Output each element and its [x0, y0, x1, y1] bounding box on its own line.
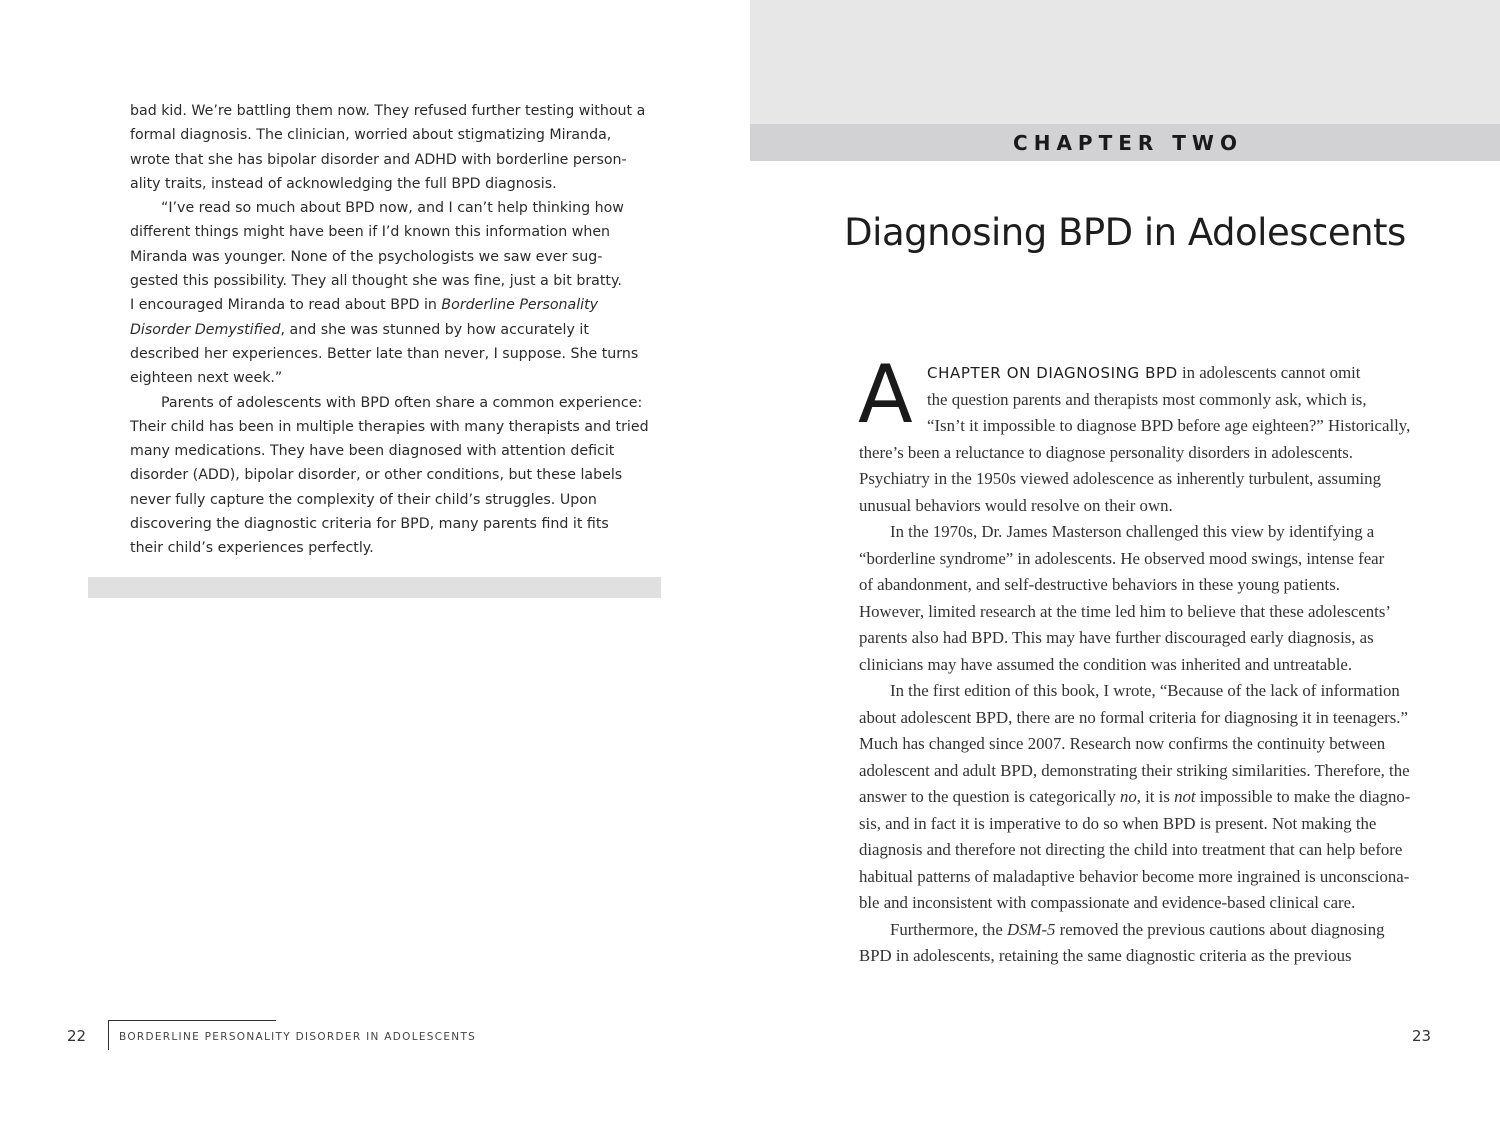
page-number-right: 23	[1412, 1027, 1432, 1045]
text-line: wrote that she has bipolar disorder and ADHD with borderline person-	[130, 151, 627, 168]
text-line: BPD in adolescents, retaining the same diagnostic criteria as the previous	[859, 946, 1352, 965]
drop-cap: A	[858, 348, 913, 441]
text-line: Their child has been in multiple therapies with many therapists and tried	[130, 418, 649, 435]
text-line: their child’s experiences perfectly.	[130, 540, 374, 557]
section-end-bar	[88, 577, 661, 598]
text-line: formal diagnosis. The clinician, worried about stigmatizing Miranda,	[130, 127, 612, 144]
running-head: BORDERLINE PERSONALITY DISORDER IN ADOLESCENTS	[119, 1031, 477, 1043]
italic-text: DSM-5	[1006, 919, 1056, 939]
text-line: “borderline syndrome” in adolescents. He observed mood swings, intense fear	[859, 548, 1385, 568]
text-line: there’s been a reluctance to diagnose personality disorders in adolescents.	[859, 442, 1353, 462]
chapter-title: Diagnosing BPD in Adolescents	[844, 211, 1406, 254]
text-line: habitual patterns of maladaptive behavior become more ingrained is unconsciona-	[859, 866, 1410, 886]
text-line: “I’ve read so much about BPD now, and I can’t help thinking how	[161, 200, 624, 217]
text-line: Psychiatry in the 1950s viewed adolescence as inherently turbulent, assuming	[859, 469, 1381, 488]
text-line: gested this possibility. They all thought she was fine, just a bit bratty.	[130, 273, 622, 290]
chapter-label: CHAPTER TWO	[1013, 130, 1243, 155]
text-line: Parents of adolescents with BPD often share a common experience:	[161, 394, 643, 411]
first-line-rest: in adolescents cannot omit	[1177, 363, 1361, 382]
text-line: diagnosis and therefore not directing the child into treatment that can help before	[859, 840, 1403, 859]
text-line: “Isn’t it impossible to diagnose BPD before age eighteen?” Historically,	[927, 416, 1411, 435]
text-line: eighteen next week.”	[130, 370, 283, 387]
text-line: Miranda was younger. None of the psychologists we saw ever sug-	[130, 248, 603, 265]
lead-in: CHAPTER ON DIAGNOSING BPD	[927, 364, 1178, 382]
text-line: However, limited research at the time led him to believe that these adolescents’	[859, 601, 1391, 621]
italic-text: not	[1174, 787, 1196, 806]
text-line: of abandonment, and self-destructive behaviors in these young patients.	[859, 575, 1340, 594]
footer-divider	[108, 1020, 109, 1050]
chapter-header-background	[750, 0, 1500, 124]
text-line: answer to the question is categorically no, it is not impossible to make the diagno-	[859, 787, 1411, 806]
italic-text: Borderline Personality	[441, 297, 599, 314]
text-line: sis, and in fact it is imperative to do so when BPD is present. Not making the	[859, 813, 1377, 833]
paragraph	[130, 293, 639, 390]
text-line: different things might have been if I’d known this information when	[130, 224, 611, 241]
text-line: bad kid. We’re battling them now. They refused further testing without a	[130, 103, 646, 119]
footer-rule	[108, 1020, 276, 1021]
italic-text: Disorder Demystified	[130, 321, 281, 338]
text-line: In the 1970s, Dr. James Masterson challenged this view by identifying a	[890, 522, 1375, 541]
text-line: Much has changed since 2007. Research now confirms the continuity between	[859, 734, 1386, 753]
paragraph	[130, 99, 646, 196]
text-line: unusual behaviors would resolve on their own.	[859, 495, 1173, 515]
text-line: parents also had BPD. This may have further discouraged early diagnosis, as	[859, 628, 1374, 647]
right-body-text	[859, 360, 1411, 970]
text-line: Furthermore, the DSM-5 removed the previous cautions about diagnosing	[890, 919, 1385, 939]
italic-text: no	[1119, 787, 1137, 806]
text-line: In the first edition of this book, I wrote, “Because of the lack of information	[890, 681, 1400, 700]
text-line: about adolescent BPD, there are no formal criteria for diagnosing it in teenagers.”	[859, 707, 1408, 727]
text-line: never fully capture the complexity of their child’s struggles. Upon	[130, 491, 597, 508]
right-page	[750, 0, 1500, 1125]
text-line: ality traits, instead of acknowledging the full BPD diagnosis.	[130, 175, 557, 192]
chapter-band	[750, 124, 1500, 161]
paragraph	[130, 196, 630, 293]
page-number-left: 22	[67, 1027, 87, 1045]
text-line: described her experiences. Better late than never, I suppose. She turns	[130, 345, 639, 362]
text-line: ble and inconsistent with compassionate and evidence-based clinical care.	[859, 893, 1356, 912]
text-line: adolescent and adult BPD, demonstrating their striking similarities. Therefore, the	[859, 760, 1410, 780]
text-line: disorder (ADD), bipolar disorder, or other conditions, but these labels	[130, 467, 623, 484]
text-line: I encouraged Miranda to read about BPD in Borderline Personality	[130, 297, 599, 314]
paragraph	[130, 391, 649, 561]
left-body-text	[130, 99, 649, 561]
text-line: clinicians may have assumed the condition was inherited and untreatable.	[859, 654, 1353, 674]
text-line: Disorder Demystified, and she was stunned by how accurately it	[130, 321, 589, 338]
text-line: the question parents and therapists most commonly ask, which is,	[927, 389, 1367, 409]
text-line: many medications. They have been diagnosed with attention deficit	[130, 443, 615, 460]
text-line: discovering the diagnostic criteria for BPD, many parents find it fits	[130, 516, 609, 533]
first-line	[859, 360, 1399, 387]
